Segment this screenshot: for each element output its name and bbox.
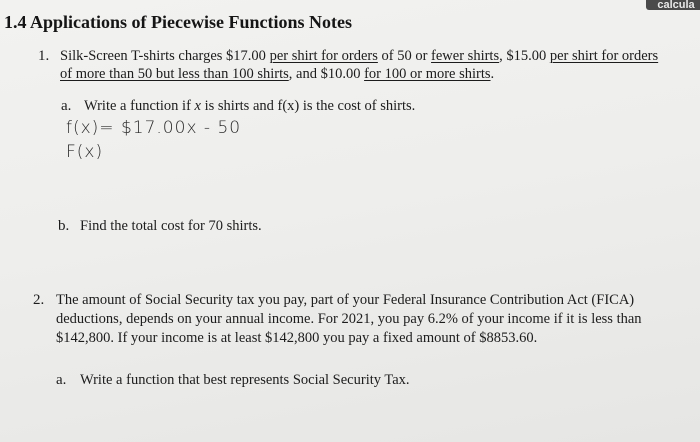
question-1-number: 1. <box>38 48 50 64</box>
q1a-text-2: is shirts and f(x) is the cost of shirts. <box>200 98 416 114</box>
question-2-line-1: The amount of Social Security tax you pay, part of your Federal Insurance Contribution Act (FICA) <box>56 292 635 308</box>
question-1a-label: a. <box>61 98 72 114</box>
q1-underline-1: per shirt for orders <box>269 48 378 64</box>
question-2-number: 2. <box>33 292 45 308</box>
question-2-line-3: $142,800. If your income is at least $142,800 you pay a fixed amount of $8853.60. <box>56 330 538 346</box>
q1-text-a: Silk-Screen T-shirts charges $17.00 <box>60 48 270 64</box>
question-1-line-1 <box>60 48 658 65</box>
question-1b-label: b. <box>58 218 70 234</box>
question-2a-prompt: Write a function that best represents Social Security Tax. <box>80 372 410 388</box>
q1-underline-2: fewer shirts <box>431 48 500 64</box>
corner-label: calcula <box>646 0 700 10</box>
question-1a-prompt <box>84 98 415 115</box>
q1-underline-3: per shirt for orders <box>549 48 659 64</box>
q1a-text-1: Write a function if <box>84 98 195 114</box>
q1-text-e: . <box>490 66 495 82</box>
q1-text-d: , and $10.00 <box>288 66 365 82</box>
q1-text-c: , $15.00 <box>499 48 550 64</box>
q1-underline-5: for 100 or more shirts <box>364 66 491 82</box>
question-2-line-2: deductions, depends on your annual income. For 2021, you pay 6.2% of your income if it is less than <box>56 311 642 327</box>
handwritten-answer-2: F(x) <box>66 142 104 162</box>
question-1-line-2 <box>60 66 494 83</box>
page-title: 1.4 Applications of Piecewise Functions Notes <box>4 12 352 32</box>
handwritten-answer-1: f(x)= $17.00x - 50 <box>66 118 242 138</box>
q1-underline-4: of more than 50 but less than 100 shirts <box>60 66 289 82</box>
q1-text-b: of 50 or <box>377 48 432 64</box>
q1a-variable: x <box>194 98 201 114</box>
question-1b-prompt: Find the total cost for 70 shirts. <box>80 218 262 234</box>
question-2a-label: a. <box>56 372 67 388</box>
